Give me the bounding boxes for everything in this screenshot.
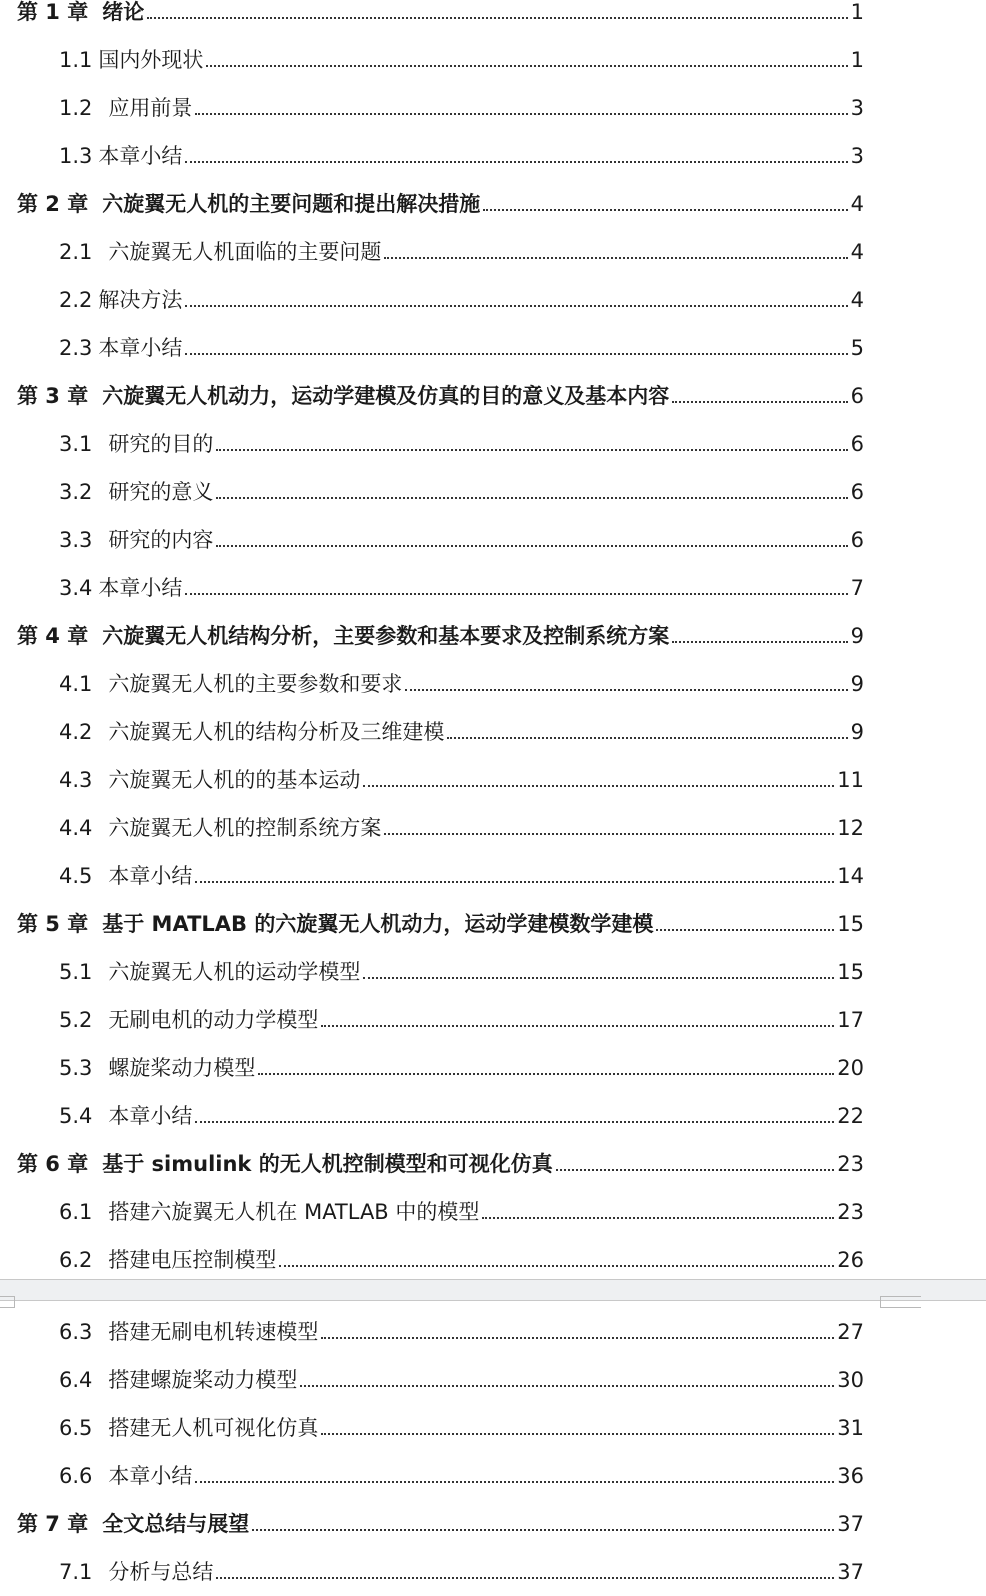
dot-leader [185,305,847,307]
dot-leader [556,1169,835,1171]
dot-leader [384,833,834,835]
toc-page: 1 [850,48,864,72]
toc-number: 5.3 [59,1056,93,1080]
toc-section-6-4[interactable] [59,1362,864,1392]
toc-section-3-3[interactable] [59,522,864,552]
toc-number: 4.5 [59,864,93,888]
toc-title: 解决方法 [98,288,183,312]
toc-number: 7.1 [59,1560,93,1584]
toc-title: 研究的内容 [108,528,214,552]
toc-chapter-5[interactable] [17,906,864,936]
toc-page: 27 [837,1320,864,1344]
toc-section-2-3[interactable] [59,330,864,360]
toc-section-6-6[interactable] [59,1458,864,1488]
toc-number: 6.3 [59,1320,93,1344]
toc-chapter-6[interactable] [17,1146,864,1176]
toc-number: 第 5 章 [17,912,89,936]
toc-number: 4.4 [59,816,93,840]
dot-leader [216,545,847,547]
toc-page: 31 [837,1416,864,1440]
toc-section-4-3[interactable] [59,762,864,792]
toc-page: 37 [837,1560,864,1584]
toc-page: 12 [837,816,864,840]
toc-page: 6 [850,384,864,408]
toc-number: 4.2 [59,720,93,744]
toc-page: 5 [850,336,864,360]
toc-chapter-4[interactable] [17,618,864,648]
toc-title: 搭建六旋翼无人机在 MATLAB 中的模型 [108,1200,480,1224]
toc-title: 本章小结 [98,576,183,600]
toc-page: 30 [837,1368,864,1392]
toc-page: 26 [837,1248,864,1272]
toc-title: 六旋翼无人机的结构分析及三维建模 [108,720,445,744]
toc-title: 研究的目的 [108,432,214,456]
toc-title: 六旋翼无人机的运动学模型 [108,960,361,984]
toc-title: 研究的意义 [108,480,214,504]
toc-title: 绪论 [102,0,145,24]
toc-page: 20 [837,1056,864,1080]
toc-title: 无刷电机的动力学模型 [108,1008,319,1032]
toc-title: 基于 MATLAB 的六旋翼无人机动力，运动学建模数学建模 [102,912,654,936]
toc-number: 6.4 [59,1368,93,1392]
toc-number: 2.3 [59,336,93,360]
toc-title: 基于 simulink 的无人机控制模型和可视化仿真 [102,1152,553,1176]
toc-title: 六旋翼无人机的主要问题和提出解决措施 [102,192,481,216]
dot-leader [405,689,847,691]
toc-number: 1.3 [59,144,93,168]
toc-page: 11 [837,768,864,792]
toc-number: 3.1 [59,432,93,456]
toc-number: 5.1 [59,960,93,984]
dot-leader [147,17,847,19]
dot-leader [363,785,834,787]
toc-number: 2.2 [59,288,93,312]
toc-number: 2.1 [59,240,93,264]
toc-title: 搭建螺旋桨动力模型 [108,1368,298,1392]
toc-number: 6.6 [59,1464,93,1488]
toc-title: 搭建无刷电机转速模型 [108,1320,319,1344]
toc-page: 14 [837,864,864,888]
toc-title: 国内外现状 [98,48,204,72]
toc-page: 3 [850,144,864,168]
toc-section-3-2[interactable] [59,474,864,504]
toc-page: 4 [850,240,864,264]
toc-section-5-1[interactable] [59,954,864,984]
toc-number: 第 4 章 [17,624,89,648]
toc-page: 23 [837,1200,864,1224]
dot-leader [185,161,847,163]
dot-leader [321,1025,834,1027]
toc-title: 本章小结 [98,336,183,360]
toc-title: 六旋翼无人机的控制系统方案 [108,816,382,840]
toc-section-5-3[interactable] [59,1050,864,1080]
toc-title: 六旋翼无人机动力，运动学建模及仿真的目的意义及基本内容 [102,384,670,408]
toc-title: 本章小结 [108,1464,193,1488]
page-break-bottom-edge [0,1300,986,1301]
toc-title: 本章小结 [108,1104,193,1128]
dot-leader [656,929,834,931]
dot-leader [216,1577,834,1579]
toc-number: 第 6 章 [17,1152,89,1176]
toc-section-6-1[interactable] [59,1194,864,1224]
page-break-gap [0,1280,986,1300]
dot-leader [300,1385,834,1387]
dot-leader [482,1217,834,1219]
toc-title: 六旋翼无人机结构分析，主要参数和基本要求及控制系统方案 [102,624,670,648]
toc-page: 36 [837,1464,864,1488]
toc-page: 4 [850,192,864,216]
toc-page: 22 [837,1104,864,1128]
dot-leader [258,1073,834,1075]
toc-section-3-1[interactable] [59,426,864,456]
toc-number: 第 3 章 [17,384,89,408]
toc-page: 37 [837,1512,864,1536]
toc-section-1-1[interactable] [59,42,864,72]
toc-section-6-3[interactable] [59,1314,864,1344]
dot-leader [321,1433,834,1435]
dot-leader [252,1529,834,1531]
dot-leader [195,881,834,883]
toc-chapter-3[interactable] [17,378,864,408]
dot-leader [483,209,847,211]
toc-section-5-4[interactable] [59,1098,864,1128]
toc-title: 六旋翼无人机面临的主要问题 [108,240,382,264]
toc-section-4-2[interactable] [59,714,864,744]
toc-section-1-3[interactable] [59,138,864,168]
toc-title: 六旋翼无人机的主要参数和要求 [108,672,403,696]
dot-leader [672,641,847,643]
toc-section-2-2[interactable] [59,282,864,312]
toc-title: 全文总结与展望 [102,1512,250,1536]
dot-leader [279,1265,834,1267]
toc-section-5-2[interactable] [59,1002,864,1032]
toc-number: 3.3 [59,528,93,552]
toc-title: 搭建电压控制模型 [108,1248,277,1272]
dot-leader [195,1481,834,1483]
dot-leader [384,257,847,259]
toc-title: 本章小结 [98,144,183,168]
toc-number: 3.4 [59,576,93,600]
toc-title: 应用前景 [108,96,193,120]
dot-leader [185,593,847,595]
toc-page: 15 [837,960,864,984]
toc-page: 17 [837,1008,864,1032]
margin-corner-mark-left [0,1296,15,1308]
toc-page: 15 [837,912,864,936]
toc-page: 6 [850,480,864,504]
dot-leader [672,401,847,403]
toc-page: 9 [850,720,864,744]
toc-section-2-1[interactable] [59,234,864,264]
toc-number: 6.5 [59,1416,93,1440]
toc-chapter-2[interactable] [17,186,864,216]
toc-page: 6 [850,528,864,552]
dot-leader [447,737,847,739]
toc-number: 1.2 [59,96,93,120]
toc-number: 1.1 [59,48,93,72]
dot-leader [216,449,847,451]
toc-section-6-2[interactable] [59,1242,864,1272]
toc-title: 分析与总结 [108,1560,214,1584]
margin-corner-mark-right [880,1296,921,1308]
toc-number: 5.4 [59,1104,93,1128]
toc-title: 螺旋桨动力模型 [108,1056,256,1080]
toc-chapter-1[interactable] [17,0,864,24]
toc-number: 第 1 章 [17,0,89,24]
toc-page: 6 [850,432,864,456]
toc-section-7-1[interactable] [59,1554,864,1584]
toc-number: 第 7 章 [17,1512,89,1536]
dot-leader [195,1121,834,1123]
dot-leader [363,977,834,979]
toc-section-4-1[interactable] [59,666,864,696]
toc-section-6-5[interactable] [59,1410,864,1440]
toc-title: 本章小结 [108,864,193,888]
toc-page: 9 [850,672,864,696]
dot-leader [185,353,847,355]
toc-section-3-4[interactable] [59,570,864,600]
dot-leader [216,497,847,499]
toc-page: 4 [850,288,864,312]
toc-section-4-5[interactable] [59,858,864,888]
toc-section-4-4[interactable] [59,810,864,840]
toc-page: 9 [850,624,864,648]
dot-leader [195,113,847,115]
toc-number: 6.1 [59,1200,93,1224]
dot-leader [321,1337,834,1339]
toc-page: 23 [837,1152,864,1176]
toc-number: 3.2 [59,480,93,504]
toc-number: 6.2 [59,1248,93,1272]
toc-section-1-2[interactable] [59,90,864,120]
toc-number: 4.3 [59,768,93,792]
toc-chapter-7[interactable] [17,1506,864,1536]
toc-title: 搭建无人机可视化仿真 [108,1416,319,1440]
toc-number: 4.1 [59,672,93,696]
toc-number: 第 2 章 [17,192,89,216]
toc-number: 5.2 [59,1008,93,1032]
toc-page: 7 [850,576,864,600]
dot-leader [206,65,847,67]
toc-page: 1 [850,0,864,24]
toc-page: 3 [850,96,864,120]
toc-title: 六旋翼无人机的的基本运动 [108,768,361,792]
